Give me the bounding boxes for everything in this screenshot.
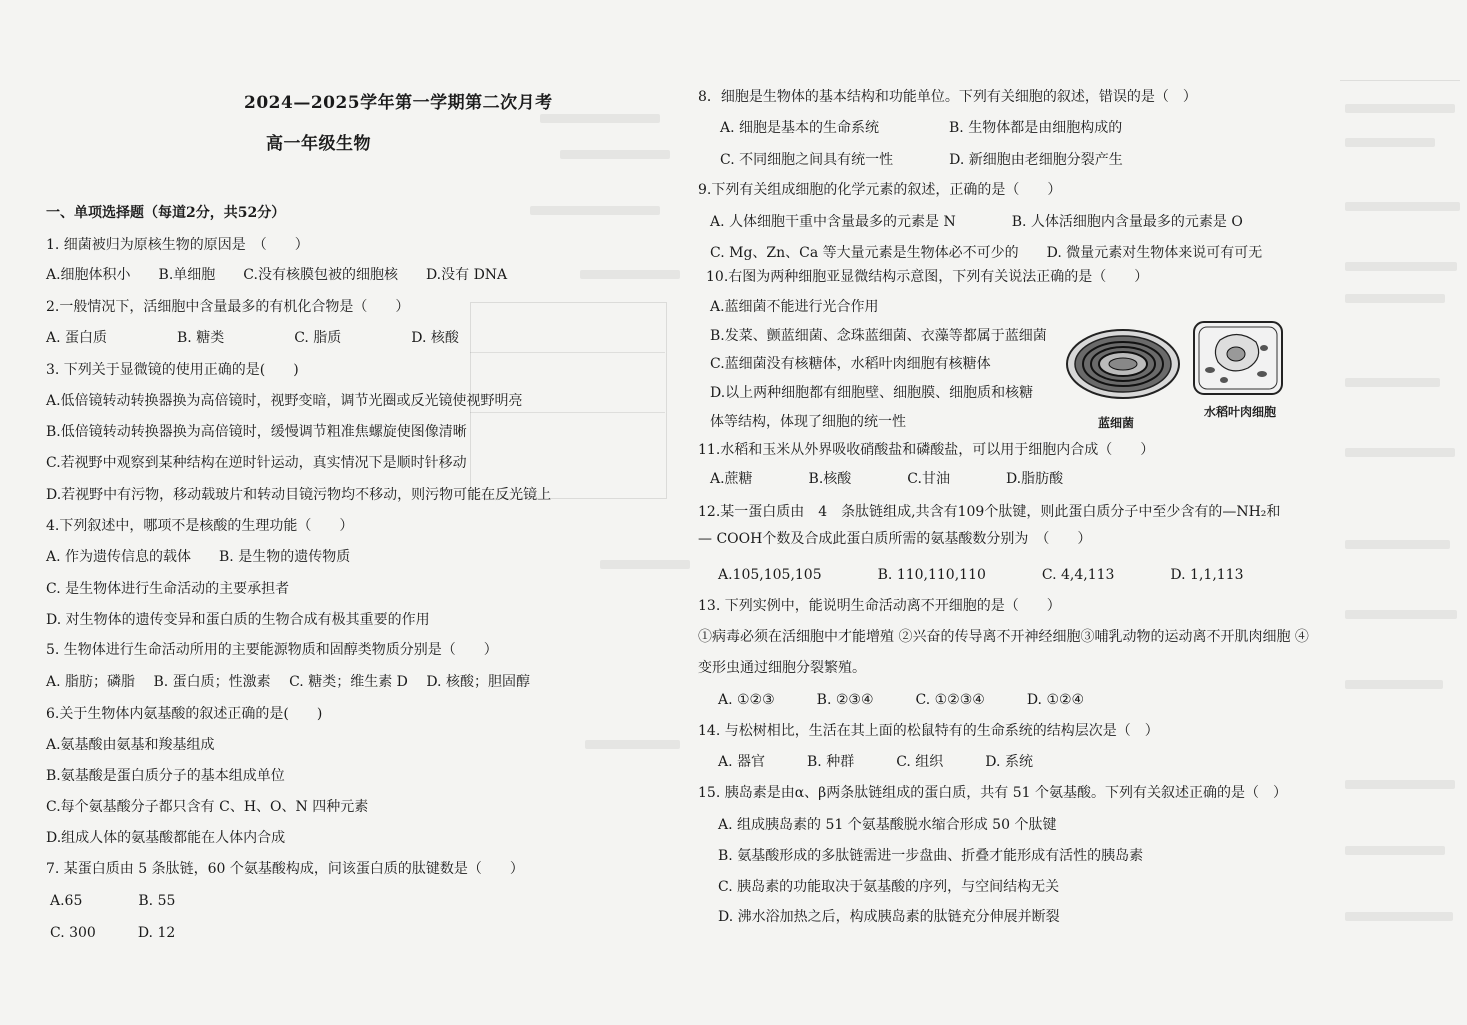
question-12: 12.某一蛋白质由 4 条肽链组成,共含有109个肽键，则此蛋白质分子中至少含有的—NH₂和 (698, 504, 1281, 520)
question-8-options-ab: A. 细胞是基本的生命系统 B. 生物体都是由细胞构成的 (720, 120, 1123, 136)
question-9-options-ab: A. 人体细胞干重中含量最多的元素是 N B. 人体活细胞内含量最多的元素是 O (710, 214, 1243, 230)
question-2-options: A. 蛋白质 B. 糖类 C. 脂质 D. 核酸 (46, 330, 459, 346)
question-7-options-ab: A.65 B. 55 (50, 893, 176, 909)
question-3-option-a: A.低倍镜转动转换器换为高倍镜时，视野变暗，调节光圈或反光镜使视野明亮 (46, 393, 523, 409)
figure-caption-cyanobacteria: 蓝细菌 (1098, 416, 1135, 430)
question-2: 2.一般情况下，活细胞中含量最多的有机化合物是（ ） (46, 299, 410, 315)
question-11: 11.水稻和玉米从外界吸收硝酸盐和磷酸盐，可以用于细胞内合成（ ） (698, 442, 1155, 458)
question-10: 10.右图为两种细胞亚显微结构示意图，下列有关说法正确的是（ ） (706, 269, 1149, 285)
question-6-option-c: C.每个氨基酸分子都只含有 C、H、O、N 四种元素 (46, 799, 369, 815)
question-5-options: A. 脂肪；磷脂 B. 蛋白质；性激素 C. 糖类；维生素 D D. 核酸；胆固醇 (46, 674, 530, 690)
question-10-option-b: B.发菜、颤蓝细菌、念珠蓝细菌、衣藻等都属于蓝细菌 (710, 328, 1047, 344)
question-5: 5. 生物体进行生命活动所用的主要能源物质和固醇类物质分别是（ ） (46, 642, 498, 658)
question-8-options-cd: C. 不同细胞之间具有统一性 D. 新细胞由老细胞分裂产生 (720, 152, 1123, 168)
question-7-options-cd: C. 300 D. 12 (50, 925, 176, 941)
question-9: 9.下列有关组成细胞的化学元素的叙述，正确的是（ ） (698, 182, 1062, 198)
question-10-option-d: D.以上两种细胞都有细胞壁、细胞膜、细胞质和核糖 (710, 385, 1034, 401)
rice-leaf-cell-figure (1190, 318, 1286, 398)
question-9-options-cd: C. Mg、Zn、Ca 等大量元素是生物体必不可少的 D. 微量元素对生物体来说可有可无 (710, 245, 1263, 261)
question-15-option-b: B. 氨基酸形成的多肽链需进一步盘曲、折叠才能形成有活性的胰岛素 (718, 848, 1144, 864)
question-6-option-b: B.氨基酸是蛋白质分子的基本组成单位 (46, 768, 285, 784)
figure-caption-rice-leaf-cell: 水稻叶肉细胞 (1204, 405, 1277, 419)
question-1-options: A.细胞体积小 B.单细胞 C.没有核膜包被的细胞核 D.没有 DNA (46, 267, 508, 283)
question-3: 3. 下列关于显微镜的使用正确的是( ) (46, 362, 299, 378)
question-10-option-a: A.蓝细菌不能进行光合作用 (710, 299, 879, 315)
question-13-options: A. ①②③ B. ②③④ C. ①②③④ D. ①②④ (718, 692, 1085, 708)
question-1: 1. 细菌被归为原核生物的原因是 （ ） (46, 237, 309, 253)
exam-subtitle: 高一年级生物 (266, 134, 371, 154)
question-8: 8．细胞是生物体的基本结构和功能单位。下列有关细胞的叙述，错误的是（ ） (698, 89, 1197, 105)
question-6-option-a: A.氨基酸由氨基和羧基组成 (46, 737, 215, 753)
question-14: 14. 与松树相比，生活在其上面的松鼠特有的生命系统的结构层次是（ ） (698, 723, 1159, 739)
question-3-option-b: B.低倍镜转动转换器换为高倍镜时，缓慢调节粗准焦螺旋使图像清晰 (46, 424, 467, 440)
question-13-statements-cont: 变形虫通过细胞分裂繁殖。 (698, 660, 866, 676)
question-4-options-ab: A. 作为遗传信息的载体 B. 是生物的遗传物质 (46, 549, 351, 565)
question-3-option-c: C.若视野中观察到某种结构在逆时针运动，真实情况下是顺时针移动 (46, 455, 467, 471)
section-heading: 一、单项选择题（每道2分，共52分） (46, 205, 286, 221)
question-3-option-d: D.若视野中有污物，移动载玻片和转动目镜污物均不移动，则污物可能在反光镜上 (46, 487, 552, 503)
question-4-option-d: D. 对生物体的遗传变异和蛋白质的生物合成有极其重要的作用 (46, 612, 430, 628)
question-14-options: A. 器官 B. 种群 C. 组织 D. 系统 (718, 754, 1033, 770)
exam-title: 2024—2025学年第一学期第二次月考 (244, 93, 553, 113)
question-13: 13. 下列实例中，能说明生命活动离不开细胞的是（ ） (698, 598, 1061, 614)
question-6-option-d: D.组成人体的氨基酸都能在人体内合成 (46, 830, 286, 846)
question-15-option-a: A. 组成胰岛素的 51 个氨基酸脱水缩合形成 50 个肽键 (718, 817, 1057, 833)
question-7: 7. 某蛋白质由 5 条肽链，60 个氨基酸构成，问该蛋白质的肽键数是（ ） (46, 861, 524, 877)
question-10-option-d-cont: 体等结构，体现了细胞的统一性 (710, 414, 906, 430)
question-10-option-c: C.蓝细菌没有核糖体，水稻叶肉细胞有核糖体 (710, 356, 991, 372)
question-15-option-d: D. 沸水浴加热之后，构成胰岛素的肽链充分伸展并断裂 (718, 909, 1060, 925)
question-15: 15. 胰岛素是由α、β两条肽链组成的蛋白质，共有 51 个氨基酸。下列有关叙述正确的是（ ） (698, 785, 1287, 801)
question-13-statements: ①病毒必须在活细胞中才能增殖 ②兴奋的传导离不开神经细胞③哺乳动物的运动离不开肌肉细胞 ④ (698, 629, 1309, 645)
question-15-option-c: C. 胰岛素的功能取决于氨基酸的序列，与空间结构无关 (718, 879, 1060, 895)
question-11-options: A.蔗糖 B.核酸 C.甘油 D.脂肪酸 (710, 471, 1064, 487)
question-12-options: A.105,105,105 B. 110,110,110 C. 4,4,113 D. 1,1,113 (718, 567, 1244, 583)
question-6: 6.关于生物体内氨基酸的叙述正确的是( ) (46, 706, 323, 722)
question-12-cont: — COOH个数及合成此蛋白质所需的氨基酸数分别为 （ ） (698, 531, 1092, 547)
question-4-option-c: C. 是生物体进行生命活动的主要承担者 (46, 581, 290, 597)
question-4: 4.下列叙述中，哪项不是核酸的生理功能（ ） (46, 518, 354, 534)
